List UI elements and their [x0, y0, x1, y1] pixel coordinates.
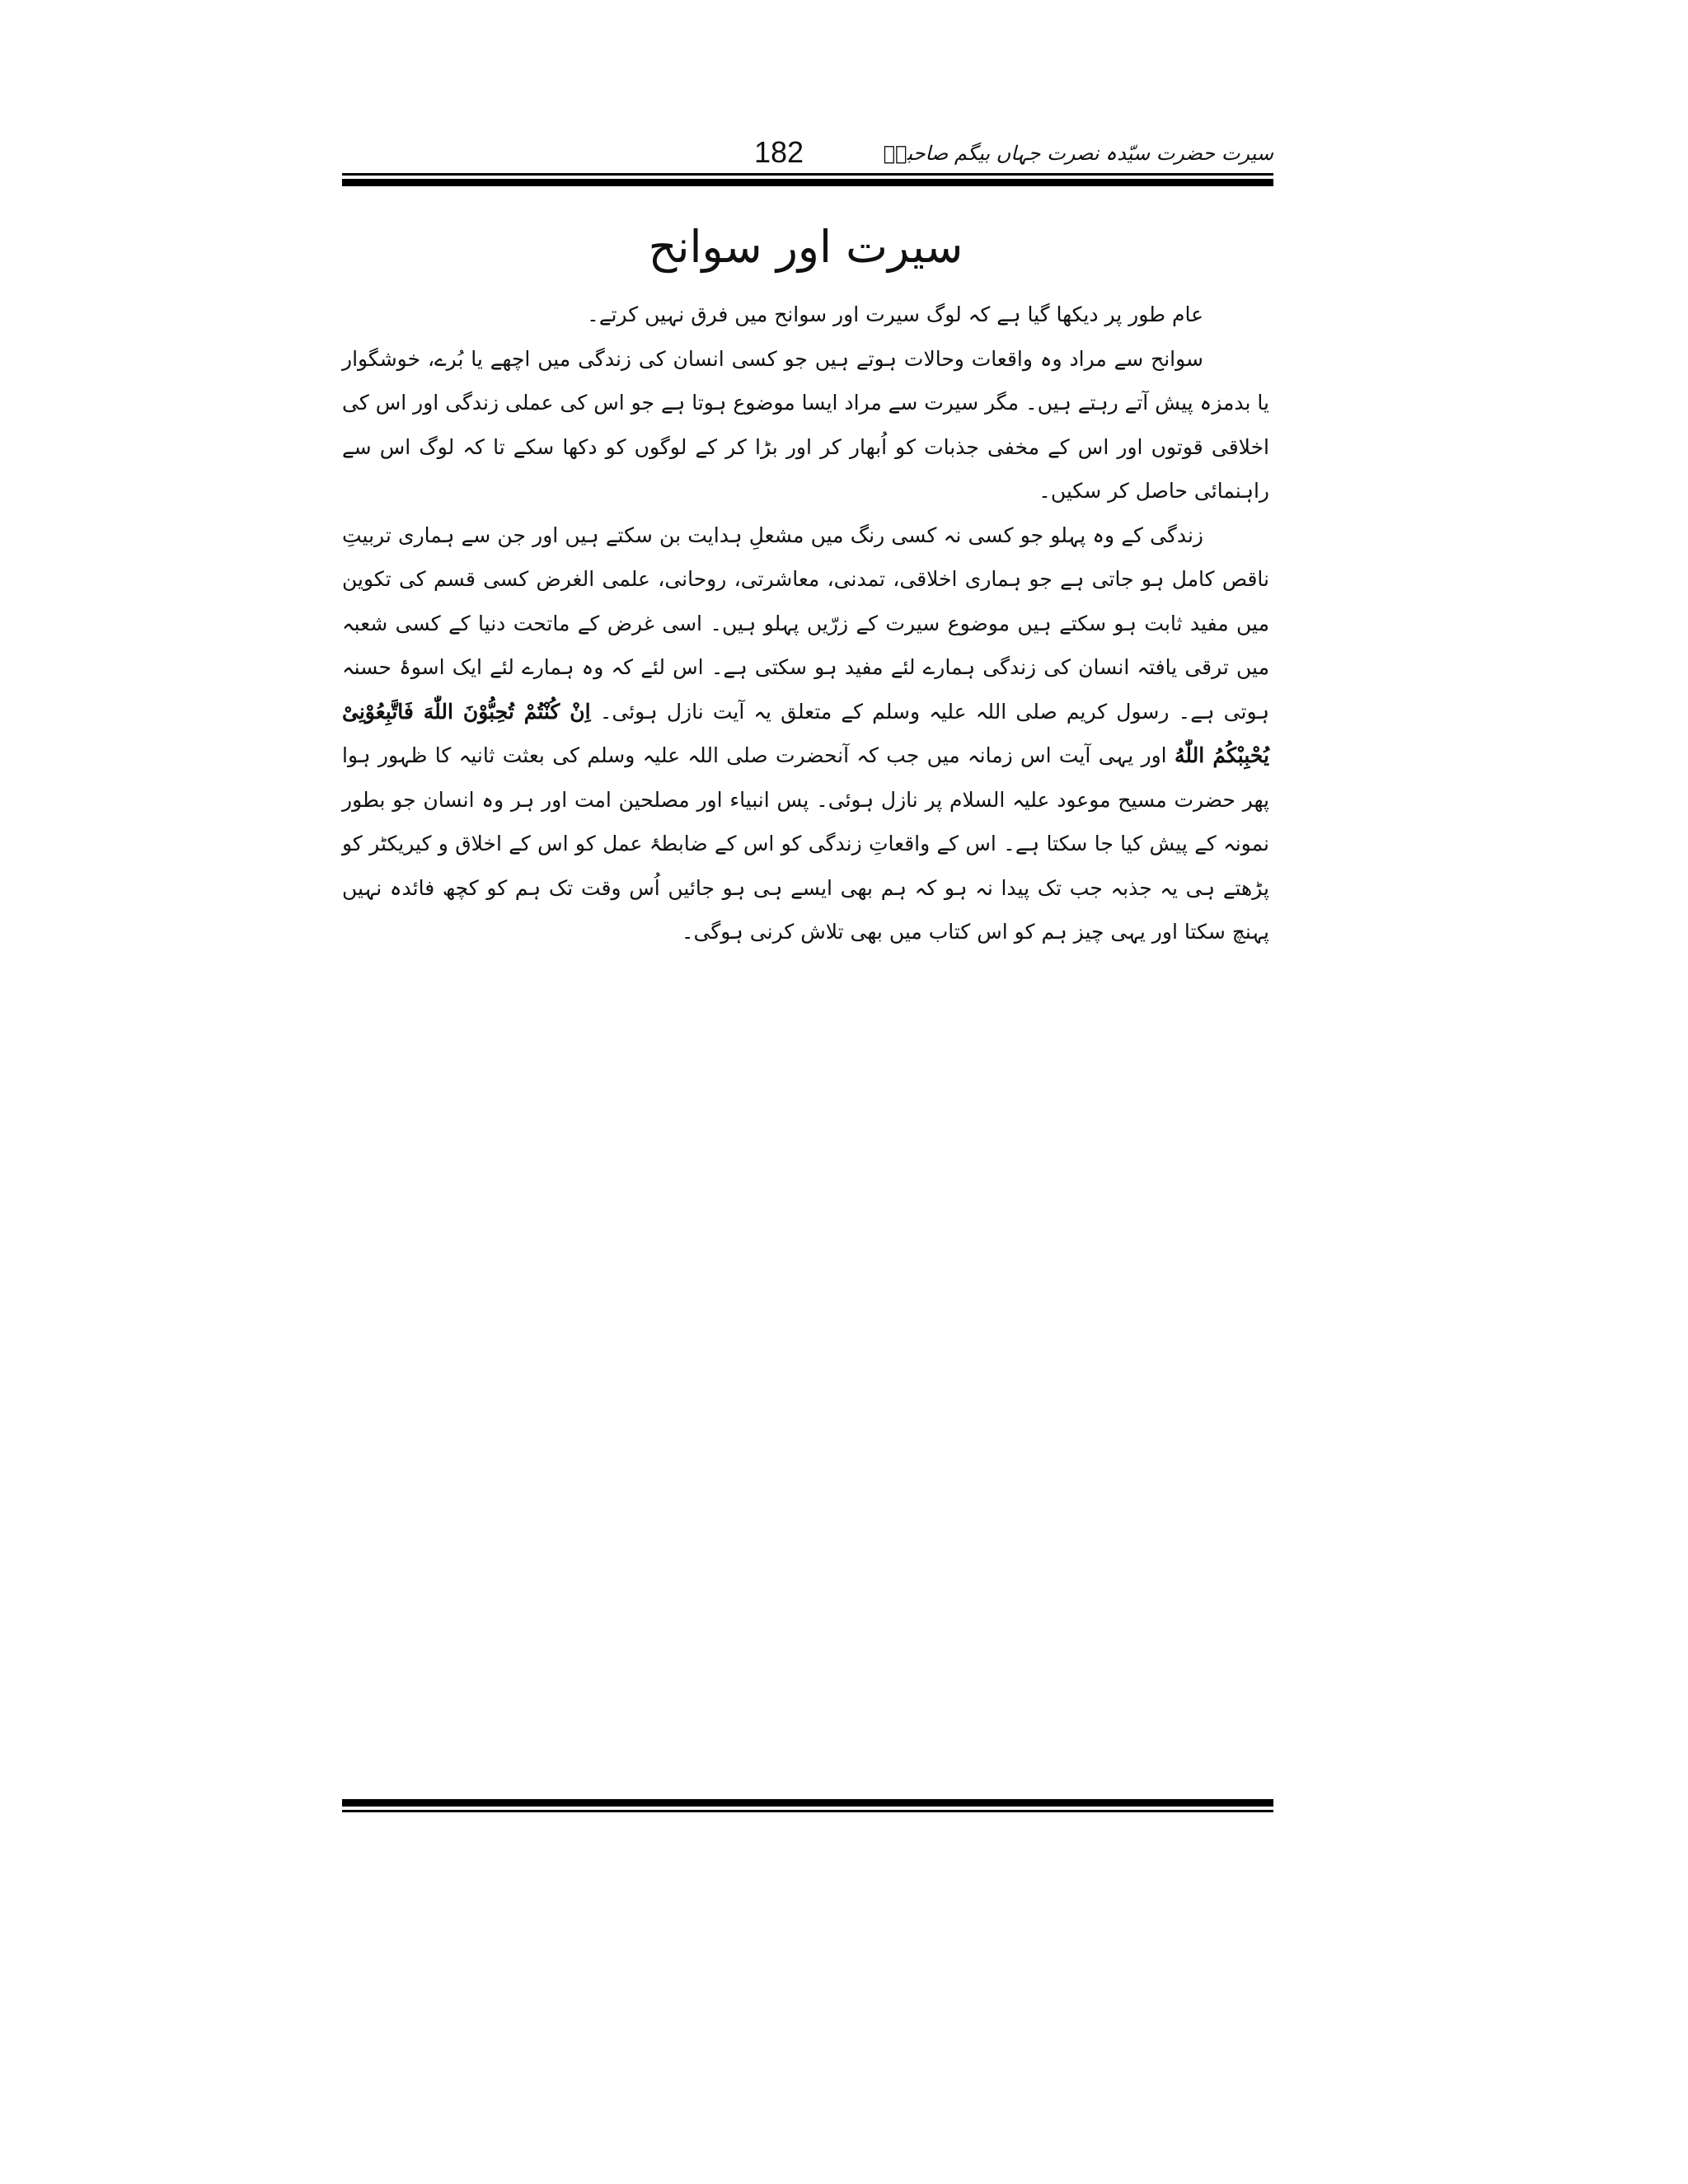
- paragraph-sawanih: سوانح سے مراد وہ واقعات وحالات ہوتے ہیں جو کسی انسان کی زندگی میں اچھے یا بُرے، خوشگوار یا بدمزہ پیش آتے رہتے ہیں۔ مگر سیرت سے مراد ایسا موضوع ہوتا ہے جو اس کی عملی زندگی اور اس کی اخلاقی قوتوں اور اس کے مخفی جذبات کو اُبھار کر اور بڑا کر کے لوگوں کو دکھا سکے تا کہ لوگ اس سے راہنمائی حاصل کر سکیں۔: [342, 346, 1269, 503]
- paragraph-seerat-aspects: [342, 513, 1269, 954]
- paragraph-intro: عام طور پر دیکھا گیا ہے کہ لوگ سیرت اور سوانح میں فرق نہیں کرتے۔: [587, 302, 1203, 326]
- paragraph-text-part1: زندگی کے وہ پہلو جو کسی نہ کسی رنگ میں مشعلِ ہدایت بن سکتے ہیں اور جن سے ہماری تربیتِ ناقص کامل ہو جاتی ہے جو ہماری اخلاقی، تمدنی، معاشرتی، روحانی، علمی الغرض کسی قسم کی تکوین میں مفید ثابت ہو سکتے ہیں موضوع سیرت کے زرّیں پہلو ہیں۔ اسی غرض کے ماتحت دنیا کے کسی شعبہ میں ترقی یافتہ انسان کی زندگی ہمارے لئے مفید ہو سکتی ہے۔ اس لئے کہ وہ ہمارے لئے ایک اسوۂ حسنہ ہوتی ہے۔ رسول کریم صلی اللہ علیہ وسلم کے متعلق یہ آیت نازل ہوئی۔: [342, 523, 1270, 724]
- running-title: سیرت حضرت سیّدہ نصرت جہاں بیگم صاحبہؓ: [883, 142, 1273, 165]
- chapter-title: سیرت اور سوانح: [648, 221, 964, 273]
- running-header: [342, 132, 1273, 173]
- page-number: 182: [753, 135, 804, 169]
- footer-rule-thin: [342, 1810, 1273, 1812]
- header-rule-thin: [342, 173, 1273, 176]
- quran-verse: اِنْ كُنْتُمْ تُحِبُّوْنَ اللّٰهَ فَاتَّبِعُوْنِىْ يُحْبِبْكُمُ اللّٰهُ: [342, 699, 1269, 767]
- page-content: [342, 210, 1269, 954]
- footer-rule-thick: [342, 1799, 1273, 1807]
- header-rule-thick: [342, 179, 1273, 186]
- paragraph-text-part2: اور یہی آیت اس زمانہ میں جب کہ آنحضرت صلی اللہ علیہ وسلم کی بعثت ثانیہ کا ظہور ہوا پھر حضرت مسیح موعود علیہ السلام پر نازل ہوئی۔ پس انبیاء اور مصلحین امت اور ہر وہ انسان جو بطور نمونہ کے پیش کیا جا سکتا ہے۔ اس کے واقعاتِ زندگی کو اس کے ضابطۂ عمل کو اس کے اخلاق و کیریکٹر کو پڑھتے ہی یہ جذبہ جب تک پیدا نہ ہو کہ ہم بھی ایسے ہی ہو جائیں اُس وقت تک ہم کو کچھ فائدہ نہیں پہنچ سکتا اور یہی چیز ہم کو اس کتاب میں بھی تلاش کرنی ہوگی۔: [342, 743, 1269, 944]
